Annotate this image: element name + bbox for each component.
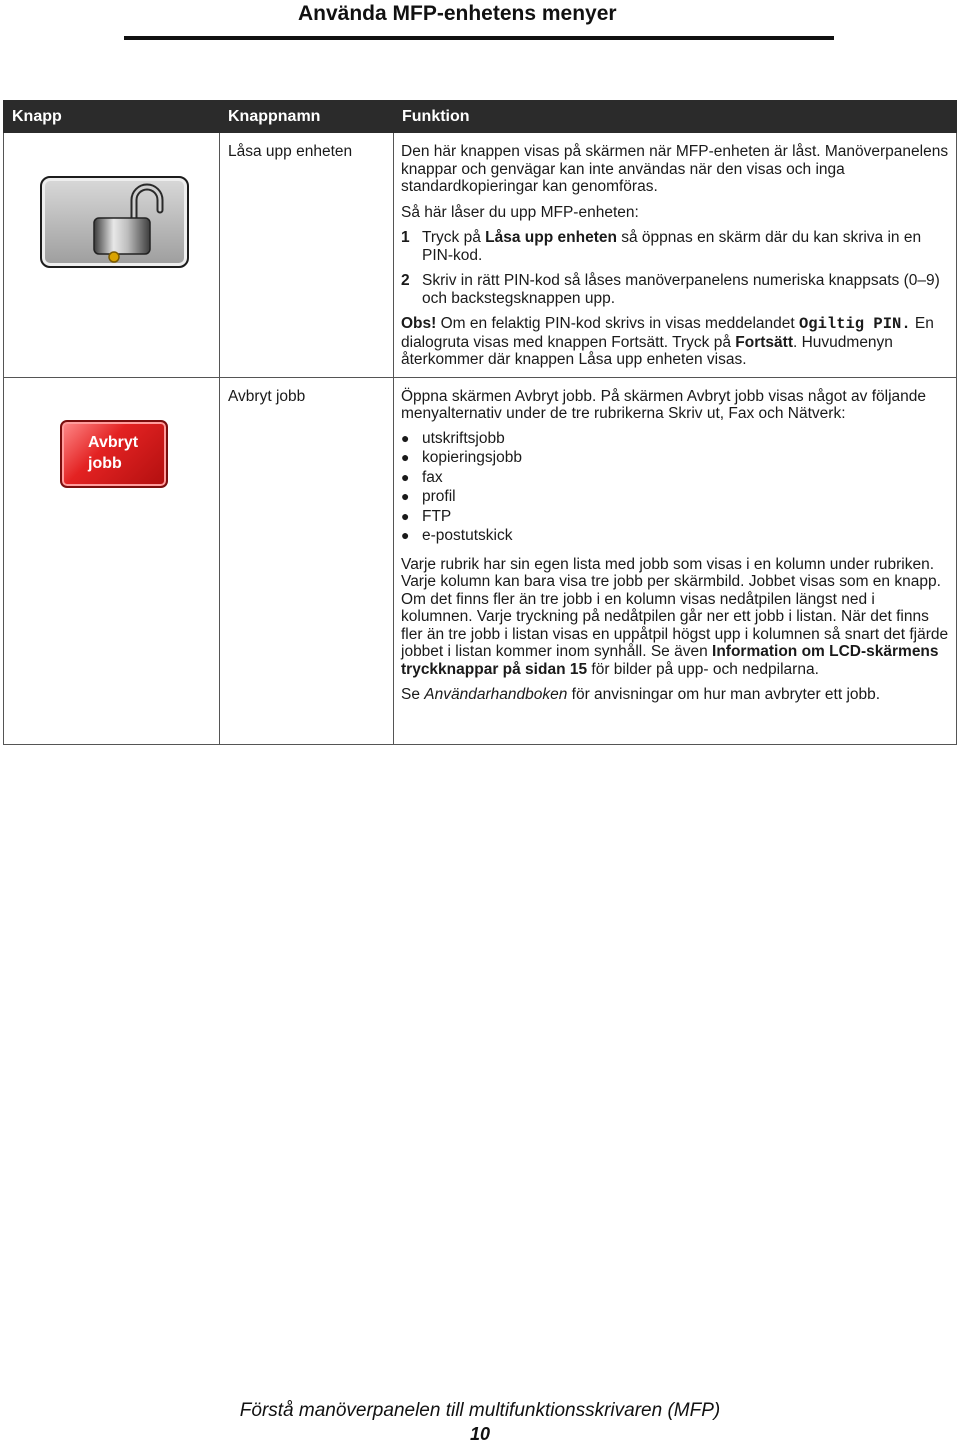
bullet-icon: ●	[401, 527, 410, 543]
column-header-funktion: Funktion	[394, 101, 957, 133]
list-item: ● e-postutskick	[401, 527, 950, 547]
button-cell	[4, 133, 220, 378]
cancel-description: Varje rubrik har sin egen lista med jobb som visas i en kolumn under rubriken. Varje kolumn kan bara visa tre jobb per skärmbild. Jobbet visas som en knapp. Om det finns fler än tre jobb i en kolumn visas nedåtpilen längst ned i kolumnen. Varje tryckning på nedåtpilen går ner ett jobb i listan. När det finns fler än tre jobb i listan visas en uppåtpil högst upp i kolumnen så snart det fjärde jobbet i listan kommer inom synhåll. Se även Information om LCD-skärmens tryckknappar på sidan 15 för bilder på upp- och nedpilarna.	[401, 555, 949, 678]
step-number: 2	[401, 272, 410, 289]
bullet-icon: ●	[401, 507, 410, 524]
list-item: ● FTP	[401, 508, 950, 528]
table-row	[4, 377, 957, 744]
cancel-job-button-label: Avbryt jobb	[88, 433, 139, 472]
unlocked-padlock-icon	[42, 178, 191, 270]
table-row	[4, 133, 957, 378]
unlock-intro: Den här knappen visas på skärmen när MFP-enheten är låst. Manöverpanelens knappar och genvägar kan inte användas när den visas och inga standardkopieringar kan genomföras.	[401, 143, 949, 195]
column-header-knapp: Knapp	[4, 101, 220, 133]
bullet-icon: ●	[401, 468, 410, 485]
function-table	[3, 100, 957, 745]
button-name-cancel: Avbryt jobb	[228, 387, 306, 405]
column-header-knappnamn: Knappnamn	[220, 101, 394, 133]
step-text: Tryck på Låsa upp enheten så öppnas en skärm där du kan skriva in en PIN-kod.	[422, 229, 922, 264]
unlock-device-button[interactable]	[40, 176, 189, 268]
unlock-note: Obs! Om en felaktig PIN-kod skrivs in visas meddelandet Ogiltig PIN. En dialogruta visas med knappen Fortsätt. Tryck på Fortsätt. Huvudmenyn återkommer där knappen Låsa upp enheten visas.	[401, 315, 934, 368]
job-type-list	[401, 430, 950, 547]
bullet-icon: ●	[401, 488, 410, 504]
header-rule	[124, 36, 834, 40]
page-number: 10	[469, 1424, 491, 1444]
list-item: ● profil	[401, 488, 950, 508]
error-message: Ogiltig PIN.	[799, 315, 911, 333]
unlock-button-reference: Låsa upp enheten	[485, 229, 617, 246]
step-number: 1	[401, 229, 410, 246]
button-name-cell	[220, 133, 394, 378]
function-cell	[394, 377, 957, 744]
button-name-unlock: Låsa upp enheten	[228, 143, 353, 160]
cancel-job-button[interactable]	[60, 420, 168, 488]
function-cell	[394, 133, 957, 378]
cross-reference-link: Information om LCD-skärmens tryckknappar på sidan 15	[401, 643, 939, 678]
list-item: ● utskriftsjobb	[401, 430, 950, 450]
list-item: ● kopieringsjobb	[401, 449, 950, 469]
step-text: Skriv in rätt PIN-kod så låses manöverpanelens numeriska knappsats (0–9) och backstegsknappen upp.	[422, 272, 940, 307]
users-guide-reference: Användarhandboken	[424, 686, 568, 703]
list-item: ● fax	[401, 469, 950, 489]
button-cell	[4, 377, 220, 744]
unlock-step-2	[401, 272, 950, 307]
note-label: Obs!	[401, 315, 437, 332]
page-title: Använda MFP-enhetens menyer	[298, 2, 617, 25]
cancel-intro: Öppna skärmen Avbryt jobb. På skärmen Avbryt jobb visas något av följande menyalternativ under de tre rubrikerna Skriv ut, Fax och Nätverk:	[401, 387, 927, 422]
table-header-row	[4, 101, 957, 133]
bullet-icon: ●	[401, 429, 410, 446]
unlock-step-1	[401, 229, 950, 264]
button-name-cell	[220, 377, 394, 744]
continue-button-reference: Fortsätt	[735, 333, 793, 351]
cancel-reference: Se Användarhandboken för anvisningar om hur man avbryter ett jobb.	[401, 686, 881, 703]
bullet-icon: ●	[401, 449, 410, 465]
page-footer	[0, 1400, 960, 1445]
footer-title: Förstå manöverpanelen till multifunktionsskrivaren (MFP)	[239, 1400, 721, 1421]
unlock-howto: Så här låser du upp MFP-enheten:	[401, 203, 639, 221]
